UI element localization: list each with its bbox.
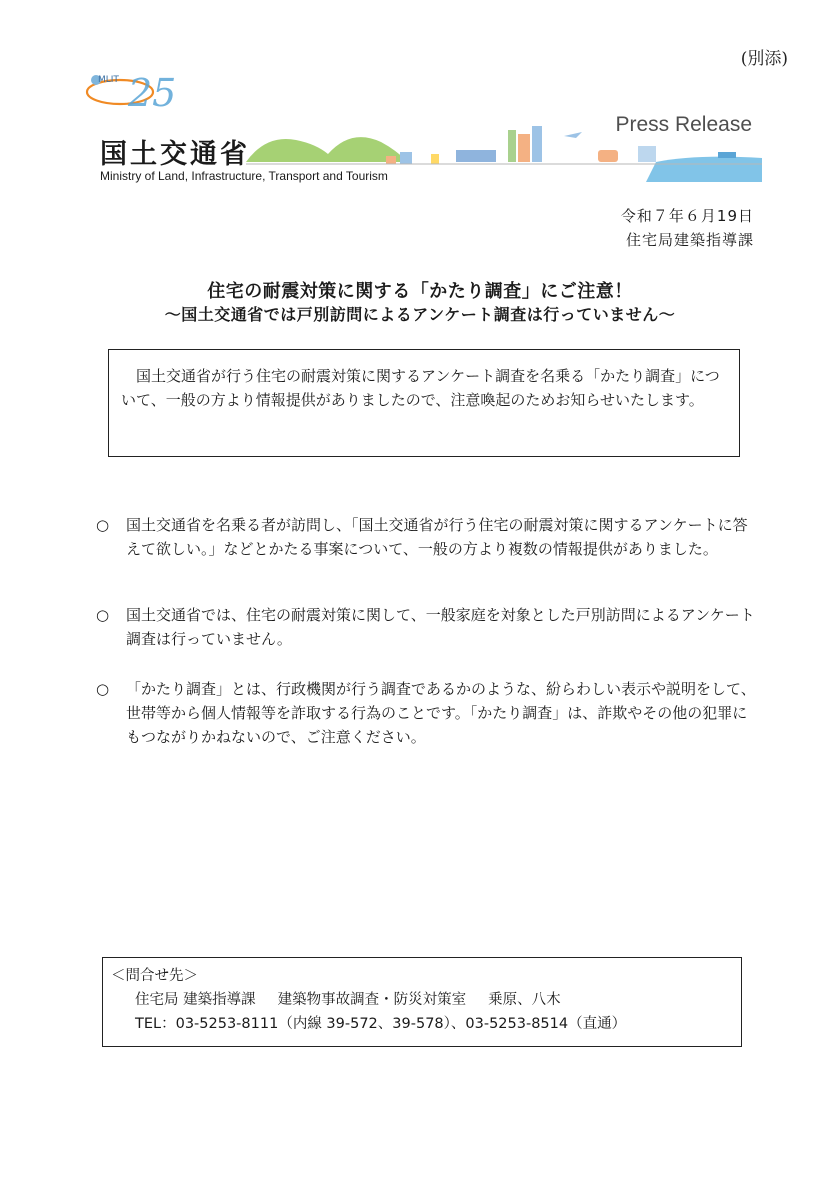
summary-box: 国土交通省が行う住宅の耐震対策に関するアンケート調査を名乗る「かたり調査」について、一般の方より情報提供がありましたので、注意喚起のためお知らせいたします。 (108, 349, 740, 457)
attachment-label: (別添) (740, 49, 788, 69)
contact-office: 建築物事故調査・防災対策室 (277, 992, 467, 1008)
bullet-mark: ○ (96, 606, 110, 624)
bullet-item-3 (96, 677, 756, 749)
contact-department-line (135, 988, 733, 1012)
bullet-mark: ○ (96, 516, 110, 534)
mlit-25th-anniversary-logo (84, 60, 177, 120)
press-release-label: Press Release (615, 113, 752, 136)
contact-heading: ＜問合せ先＞ (111, 968, 198, 984)
contact-box (102, 957, 742, 1047)
main-title: 住宅の耐震対策に関する「かたり調査」にご注意！ (207, 281, 633, 302)
ministry-name-en: Ministry of Land, Infrastructure, Transport and Tourism (100, 169, 388, 183)
contact-names: 乗原、八木 (488, 992, 561, 1008)
svg-text:MLIT: MLIT (98, 75, 119, 85)
issuing-bureau: 住宅局建築指導課 (625, 231, 754, 249)
bullet-mark: ○ (96, 680, 110, 698)
bullet-text: 国土交通省では、住宅の耐震対策に関して、一般家庭を対象とした戸別訪問によるアンケート調査は行っていません。 (126, 606, 755, 648)
svg-text:25: 25 (128, 71, 177, 115)
contact-telephone: TEL：03-5253-8111（内線 39-572、39-578）、03-5253-8514（直通） (135, 1016, 627, 1032)
bullet-item-2 (96, 603, 756, 651)
ministry-name-jp: 国土交通省 (100, 139, 250, 170)
release-date-block (621, 204, 754, 252)
contact-department: 住宅局 建築指導課 (135, 992, 256, 1008)
cityscape-banner-illustration (246, 124, 762, 186)
release-date: 令和７年６月19日 (620, 207, 754, 225)
sub-title: ～国土交通省では戸別訪問によるアンケート調査は行っていません～ (164, 305, 676, 324)
bullet-text: 「かたり調査」とは、行政機関が行う調査であるかのような、紛らわしい表示や説明をして、世帯等から個人情報等を詐取する行為のことです。「かたり調査」は、詐欺やその他の犯罪にもつながりかねないので、ご注意ください。 (126, 680, 756, 746)
bullet-text: 国土交通省を名乗る者が訪問し、「国土交通省が行う住宅の耐震対策に関するアンケートに答えて欲しい。」などとかたる事案について、一般の方より複数の情報提供がありました。 (126, 516, 748, 558)
bullet-item-1 (96, 513, 756, 561)
